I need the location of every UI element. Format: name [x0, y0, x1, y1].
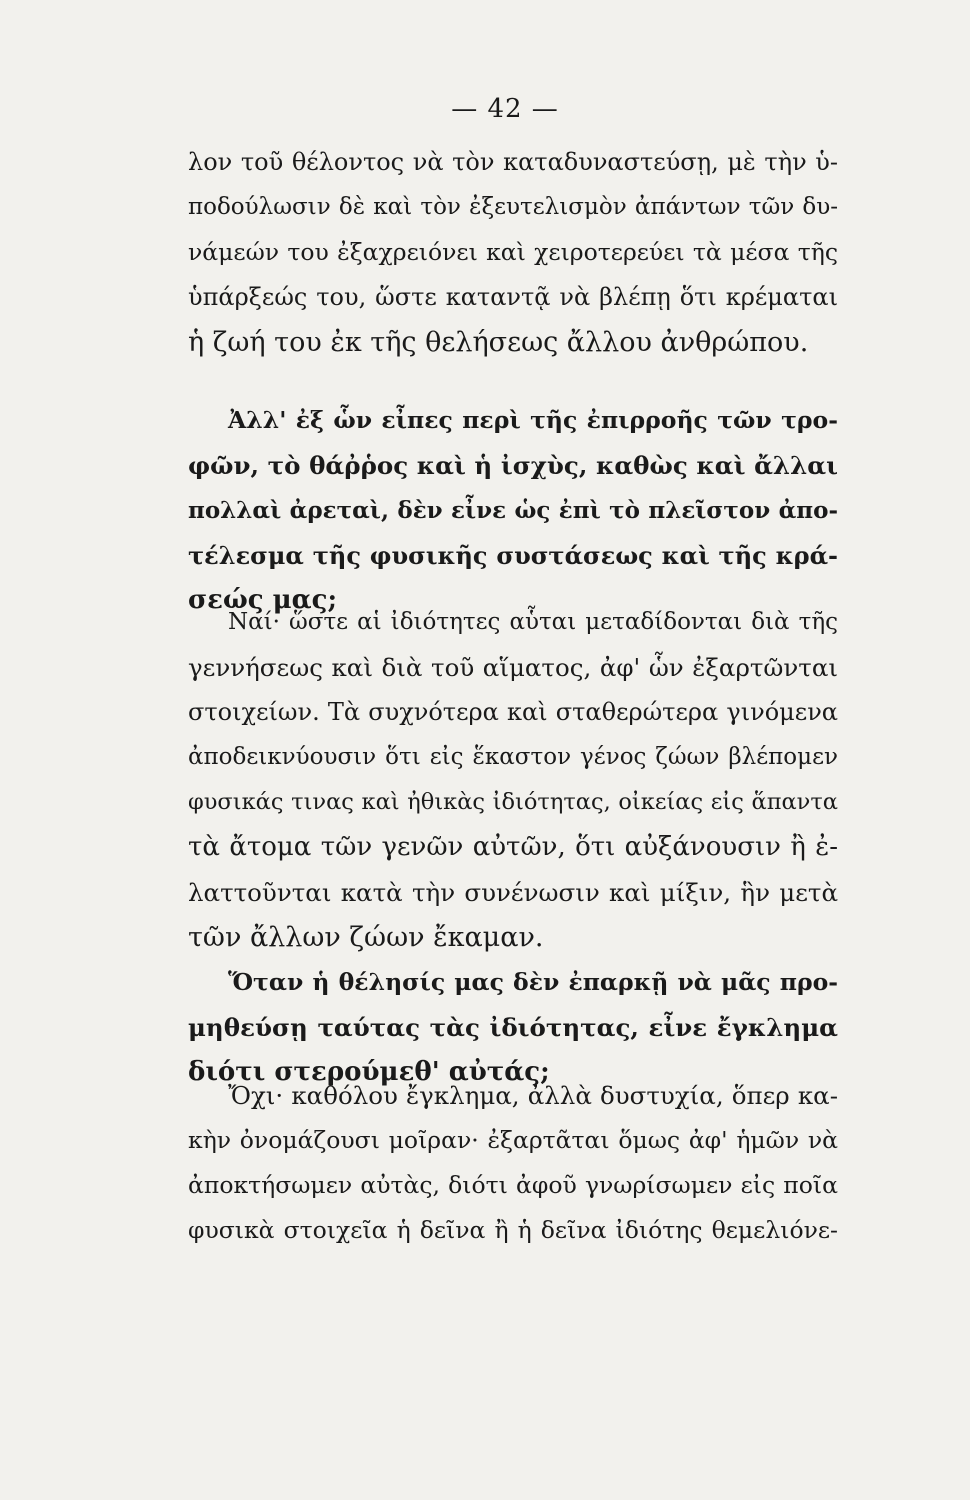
text-line: φυσικὰ στοιχεῖα ἡ δεῖνα ἢ ἡ δεῖνα ἰδιότης θεμελιόνε- [188, 1216, 838, 1244]
text-line: τῶν ἄλλων ζώων ἔκαμαν. [188, 922, 544, 953]
text-line: Ὄχι· καθόλου ἔγκλημα, ἀλλὰ δυστυχία, ὅπερ κα- [228, 1081, 838, 1110]
text-line: τέλεσμα τῆς φυσικῆς συστάσεως καὶ τῆς κρά- [188, 541, 838, 570]
text-line: ἡ ζωή του ἐκ τῆς θελήσεως ἄλλου ἀνθρώπου. [188, 327, 809, 358]
text-line: ἀποκτήσωμεν αὐτὰς, διότι ἀφοῦ γνωρίσωμεν εἰς ποῖα [188, 1171, 838, 1199]
text-line: Ναί· ὥστε αἱ ἰδιότητες αὗται μεταδίδονται διὰ τῆς [228, 609, 838, 635]
text-line: Ἀλλ' ἐξ ὧν εἶπες περὶ τῆς ἐπιρροῆς τῶν τρο- [228, 406, 838, 434]
text-line: γεννήσεως καὶ διὰ τοῦ αἵματος, ἀφ' ὧν ἐξαρτῶνται [188, 653, 838, 682]
text-line: φῶν, τὸ θάῤῥος καὶ ἡ ἰσχὺς, καθὼς καὶ ἄλλαι [188, 451, 838, 480]
text-line: Ὅταν ἡ θέλησίς μας δὲν ἐπαρκῇ νὰ μᾶς προ- [228, 968, 838, 996]
paragraph-continuation [188, 140, 838, 365]
text-line: νάμεών του ἐξαχρειόνει καὶ χειροτερεύει τὰ μέσα τῆς [188, 238, 838, 266]
text-line: διότι στερούμεθ' αὐτάς; [188, 1057, 550, 1087]
text-line: σεώς μας; [188, 585, 338, 615]
text-line: μηθεύσῃ ταύτας τὰς ἰδιότητας, εἶνε ἔγκλημα [188, 1013, 838, 1042]
answer-paragraph [188, 1073, 838, 1253]
question-paragraph [188, 398, 838, 623]
page-number: — 42 — [451, 94, 559, 124]
text-line: κὴν ὀνομάζουσι μοῖραν· ἐξαρτᾶται ὅμως ἀφ' ἡμῶν νὰ [188, 1126, 838, 1154]
text-line: πολλαὶ ἀρεταὶ, δὲν εἶνε ὡς ἐπὶ τὸ πλεῖστον ἀπο- [188, 497, 838, 524]
text-line: λον τοῦ θέλοντος νὰ τὸν καταδυναστεύσῃ, μὲ τὴν ὑ- [188, 148, 838, 176]
text-line: ὑπάρξεώς του, ὥστε καταντᾷ νὰ βλέπῃ ὅτι κρέμαται [188, 283, 838, 311]
text-line: στοιχείων. Τὰ συχνότερα καὶ σταθερώτερα γινόμενα [188, 698, 838, 726]
text-line: ἀποδεικνύουσιν ὅτι εἰς ἕκαστον γένος ζώων βλέπομεν [188, 744, 838, 770]
answer-paragraph [188, 600, 838, 960]
text-line: λαττοῦνται κατὰ τὴν συνένωσιν καὶ μίξιν, ἣν μετὰ [188, 878, 838, 907]
text-line: ποδούλωσιν δὲ καὶ τὸν ἐξευτελισμὸν ἀπάντων τῶν δυ- [188, 194, 838, 220]
text-line: φυσικάς τινας καὶ ἠθικὰς ἰδιότητας, οἰκείας εἰς ἅπαντα [188, 789, 838, 815]
text-line: τὰ ἄτομα τῶν γενῶν αὐτῶν, ὅτι αὐξάνουσιν ἢ ἐ- [188, 832, 838, 862]
